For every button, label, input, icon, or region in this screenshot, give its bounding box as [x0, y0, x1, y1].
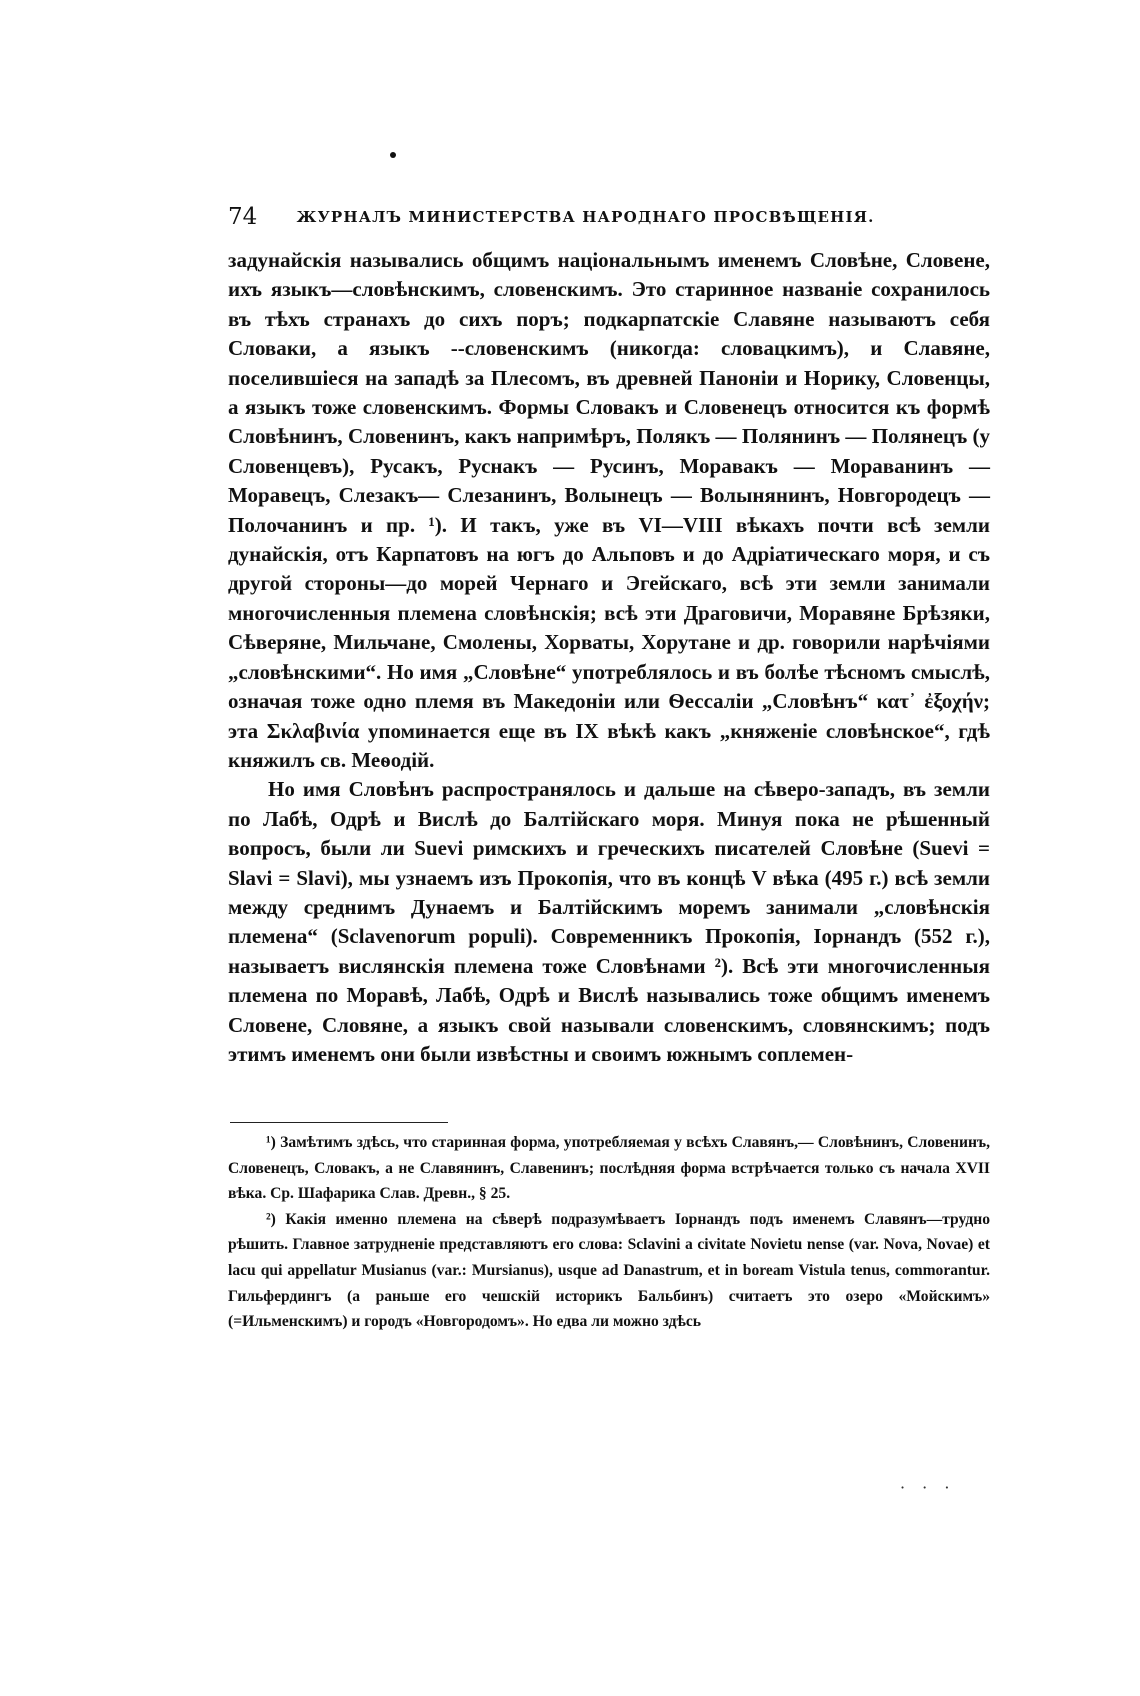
paragraph: задунайскія назывались общимъ національнымъ именемъ Словѣне, Словене, ихъ языкъ—словѣнскимъ, словенскимъ. Это старинное названіе сохранилось въ тѣхъ странахъ до сихъ поръ; подкарпатскіе Славяне называютъ себя Словаки, а языкъ --словенскимъ (никогда: словацкимъ), и Славяне, поселившіеся на западѣ за Плесомъ, въ древней Панонiи и Норику, Словенцы, а языкъ тоже словенскимъ. Формы Словакъ и Словенецъ относится къ формѣ Словѣнинъ, Словенинъ, какъ напримѣръ, Полякъ — Полянинъ — Полянецъ (у Словенцевъ), Русакъ, Руснакъ — Русинъ, Моравакъ — Мораванинъ — Моравецъ, Слезакъ— Слезанинъ, Волынецъ — Волынянинъ, Новгородецъ — Полочанинъ и пр. ¹). И такъ, уже въ VI—VIII вѣкахъ почти всѣ земли дунайскія, отъ Карпатовъ на югъ до Альповъ и до Адріатическаго моря, и съ другой стороны—до морей Чернаго и Эгейскаго, всѣ эти земли занимали многочисленныя племена словѣнскія; всѣ эти Драговичи, Моравяне Брѣзяки, Сѣверяне, Мильчане, Смолены, Хорваты, Хорутане и др. говорили нарѣчіями „словѣнскими“. Но имя „Словѣне“ употреблялось и въ болѣе тѣсномъ смыслѣ, означая тоже одно племя въ Македоніи или Ѳессаліи „Словѣнъ“ κατ᾽ ἐξοχήν; эта Σκλαβινία упоминается еще въ IX вѣкѣ какъ „княженіе словѣнское“, гдѣ княжилъ св. Меѳодій. [228, 248, 990, 772]
footnote-divider [230, 1122, 448, 1123]
ink-dot [390, 152, 396, 158]
footnotes [228, 1130, 990, 1335]
paragraph: Но имя Словѣнъ распространялось и дальше на сѣверо-западъ, въ земли по Лабѣ, Одрѣ и Вислѣ до Балтійскаго моря. Минуя пока не рѣшенный вопросъ, были ли Suevi римскихъ и греческихъ писателей Словѣне (Suevi = Slavi = Slavi), мы узнаемъ изъ Прокопія, что въ концѣ V вѣка (495 г.) всѣ земли между среднимъ Дунаемъ и Балтійскимъ моремъ занимали „словѣнскія племена“ (Sclavenorum populi). Современникъ Прокопія, Іорнандъ (552 г.), называетъ вислянскія племена тоже Словѣнами ²). Всѣ эти многочисленныя племена по Моравѣ, Лабѣ, Одрѣ и Вислѣ назывались тоже общимъ именемъ Словене, Словяне, а языкъ свой называли словенскимъ, словянскимъ; подъ этимъ именемъ они были извѣстны и своимъ южнымъ соплемен- [228, 777, 990, 1066]
running-title: ЖУРНАЛЪ МИНИСТЕРСТВА НАРОДНАГО ПРОСВѢЩЕНІЯ. [296, 208, 875, 226]
footnote: ¹) Замѣтимъ здѣсь, что старинная форма, употребляемая у всѣхъ Славянъ,— Словѣнинъ, Словенинъ, Словенецъ, Словакъ, а не Славянинъ, Славенинъ; послѣдняя форма встрѣчается только съ начала XVII вѣка. Ср. Шафарика Слав. Древн., § 25. [228, 1134, 990, 1203]
footnote: ²) Какія именно племена на сѣверѣ подразумѣваетъ Іорнандъ подъ именемъ Славянъ—трудно рѣшить. Главное затрудненіе представляютъ его слова: Sclavini a civitate Novietu nense (var. Nova, Novae) et lacu qui appellatur Musianus (var.: Mursianus), usque ad Danastrum, et in boream Vistula tenus, commorantur. Гильфердингъ (а раньше его чешскій историкъ Бальбинъ) считаетъ это озеро «Мойскимъ» (=Ильменскимъ) и городъ «Новгородомъ». Но едва ли можно здѣсь [228, 1210, 990, 1331]
page-number: 74 [228, 204, 258, 230]
page-header [228, 202, 988, 232]
main-text [228, 246, 990, 1069]
scan-specks: · · · [900, 1478, 956, 1497]
